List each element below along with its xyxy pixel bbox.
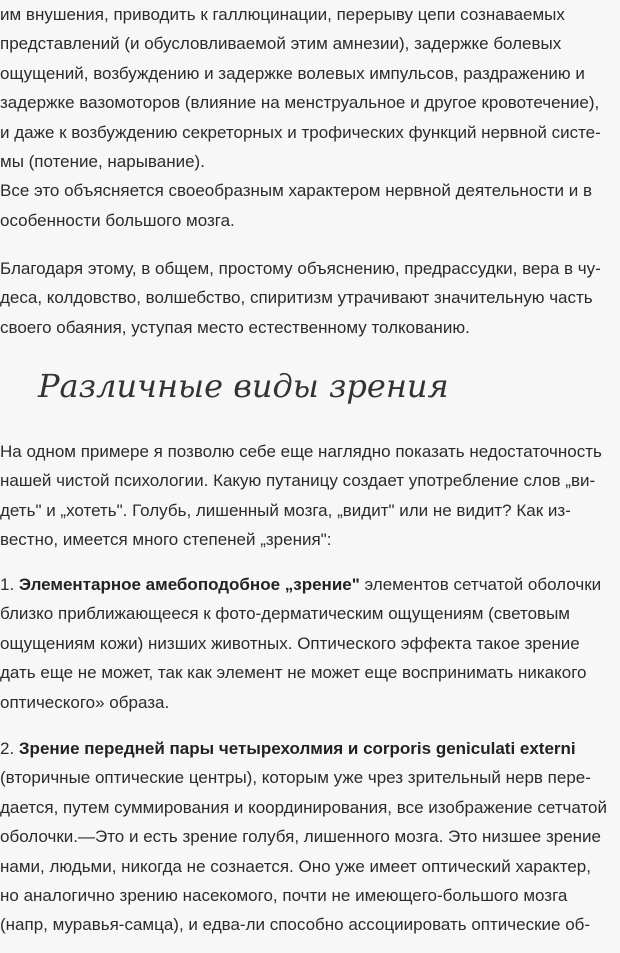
text-line: оптического» образа. — [0, 692, 170, 712]
text-line: дается, путем суммирования и координирования, все изображение сетчатой — [0, 797, 608, 817]
text-line: особенности большого мозга. — [0, 210, 235, 230]
text-line: им внушения, приводить к галлюцинации, перерыву цепи сознаваемых — [0, 5, 565, 24]
text-line: (вторичные оптические центры), которым уже чрез зрительный нерв пере- — [0, 768, 591, 788]
text-line: деса, колдовство, волшебство, спиритизм утрачивают значительную часть — [0, 288, 593, 308]
list-item-title: Элементарное амебоподобное „зрение" — [18, 575, 360, 594]
text-line: дать еще не может, так как элемент не может еще воспринимать никакого — [0, 663, 587, 683]
text-line: вестно, имеется много степеней „зрения": — [0, 530, 332, 550]
text-line: нашей чистой психологии. Какую путаницу создает употребление слов „ви- — [0, 471, 596, 491]
list-item-2-quadrigemina-vision — [0, 734, 606, 940]
text-line: представлений (и обусловливаемой этим амнезии), задержке болевых — [0, 34, 562, 54]
text-line — [0, 570, 606, 599]
text-line: мы (потение, нарывание). — [0, 151, 205, 171]
section-heading: Различные виды зрения — [38, 367, 449, 405]
text-line: своего обаяния, уступая место естественному толкованию. — [0, 317, 470, 337]
text-line: но аналогично зрению насекомого, почти не имеющего-большого мозга — [0, 885, 568, 905]
paragraph-hypnosis-effects — [0, 0, 606, 235]
text-line: ощущениям кожи) низших животных. Оптического эффекта такое зрение — [0, 633, 580, 653]
text-line: (напр, муравья-самца), и едва-ли способно ассоциировать оптические об- — [0, 915, 591, 935]
text-line: Все это объясняется своеобразным характером нервной деятельности и в — [0, 181, 593, 201]
text-line — [0, 734, 606, 763]
text-line: близко приближающееся к фото-дерматическим ощущениям (световым — [0, 604, 570, 624]
paragraph-prejudices — [0, 254, 606, 342]
text-line: и даже к возбуждению секреторных и трофических функций нервной систе- — [0, 122, 601, 142]
paragraph-psychology-example — [0, 437, 606, 555]
list-number: 1. — [0, 575, 19, 594]
text-line: оболочки.—Это и есть зрение голубя, лишенного мозга. Это низшее зрение — [0, 827, 602, 847]
text-line: задержке вазомоторов (влияние на менструальное и другое кровотечение), — [0, 93, 600, 113]
text-line: Благодаря этому, в общем, простому объяснению, предрассудки, вера в чу- — [0, 259, 601, 278]
text-fragment: элементов сетчатой оболочки — [359, 575, 602, 594]
list-number: 2. — [0, 739, 19, 758]
text-line: На одном примере я позволю себе еще наглядно показать недостаточность — [0, 442, 602, 461]
text-line: ощущений, возбуждению и задержке волевых импульсов, раздражению и — [0, 63, 585, 83]
list-item-title: Зрение передней пары четырехолмия и corporis geniculati externi — [18, 739, 576, 758]
text-line: нами, людьми, никогда не сознается. Оно уже имеет оптический характер, — [0, 856, 591, 876]
list-item-1-elementary-vision — [0, 570, 606, 717]
text-line: деть" и „хотеть". Голубь, лишенный мозга, „видит" или не видит? Как из- — [0, 500, 571, 520]
